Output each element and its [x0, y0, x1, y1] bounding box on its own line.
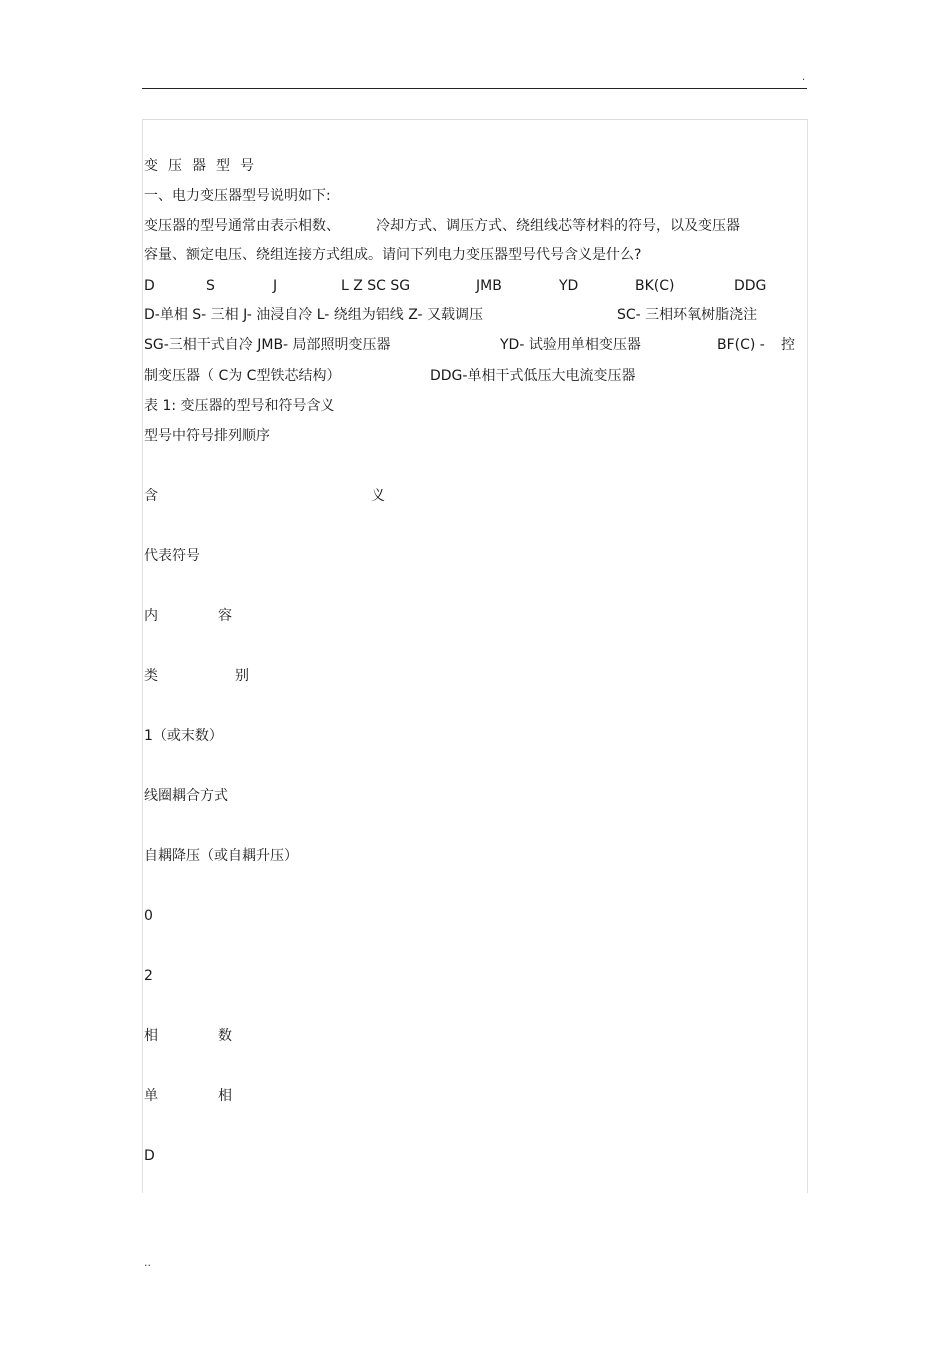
- single-a: 单: [144, 1088, 158, 1104]
- code-item: D: [144, 278, 155, 294]
- content-frame: [142, 119, 808, 1193]
- autotransformer: 自耦降压（或自耦升压）: [144, 848, 298, 864]
- code-0: 0: [144, 908, 153, 924]
- category-header-b: 别: [235, 668, 249, 684]
- coupling-type: 线圈耦合方式: [144, 788, 228, 804]
- intro-line-1a: 变压器的型号通常由表示相数、: [144, 218, 340, 234]
- meaning-row-2b: YD- 试验用单相变压器: [500, 337, 641, 353]
- meaning-row-2c: BF(C) -: [717, 337, 765, 353]
- document-title: 变压器型号: [144, 158, 264, 174]
- code-item: J: [273, 278, 278, 294]
- header-mark: .: [802, 72, 806, 83]
- content-header-b: 容: [218, 608, 232, 624]
- header-rule: [142, 88, 807, 89]
- meaning-row-1a: D-单相 S- 三相 J- 油浸自冷 L- 绕组为铝线 Z- 又载调压: [144, 307, 484, 323]
- section-heading: 一、电力变压器型号说明如下:: [144, 188, 331, 204]
- order-2: 2: [144, 968, 153, 984]
- code-item: YD: [559, 278, 579, 294]
- intro-line-1b: 冷却方式、调压方式、绕组线芯等材料的符号，以及变压器: [376, 218, 740, 234]
- table-subcaption: 型号中符号排列顺序: [144, 428, 270, 444]
- code-item: DDG: [734, 278, 767, 294]
- meaning-row-2a: SG-三相干式自冷 JMB- 局部照明变压器: [144, 337, 391, 353]
- code-D: D: [144, 1148, 155, 1164]
- phase-b: 数: [218, 1028, 232, 1044]
- meaning-row-2d: 控: [781, 337, 795, 353]
- category-header-a: 类: [144, 668, 158, 684]
- code-item: L Z SC SG: [341, 278, 411, 294]
- code-header: 代表符号: [144, 548, 200, 564]
- meaning-row-1b: SC- 三相环氧树脂浇注: [617, 307, 758, 323]
- code-item: JMB: [476, 278, 502, 294]
- single-b: 相: [218, 1088, 232, 1104]
- order-1: 1（或末数）: [144, 728, 223, 744]
- content-header-a: 内: [144, 608, 158, 624]
- code-item: BK(C): [635, 278, 675, 294]
- meaning-row-3a: 制变压器（ C为 C型铁芯结构）: [144, 368, 341, 384]
- table-caption: 表 1: 变压器的型号和符号含义: [144, 398, 335, 414]
- phase-a: 相: [144, 1028, 158, 1044]
- meaning-row-3b: DDG-单相干式低压大电流变压器: [430, 368, 636, 384]
- intro-line-2: 容量、额定电压、绕组连接方式组成。请问下列电力变压器型号代号含义是什么?: [144, 247, 642, 263]
- code-item: S: [206, 278, 215, 294]
- footer-mark: ..: [144, 1256, 151, 1269]
- meaning-header-a: 含: [144, 488, 158, 504]
- meaning-header-b: 义: [371, 488, 385, 504]
